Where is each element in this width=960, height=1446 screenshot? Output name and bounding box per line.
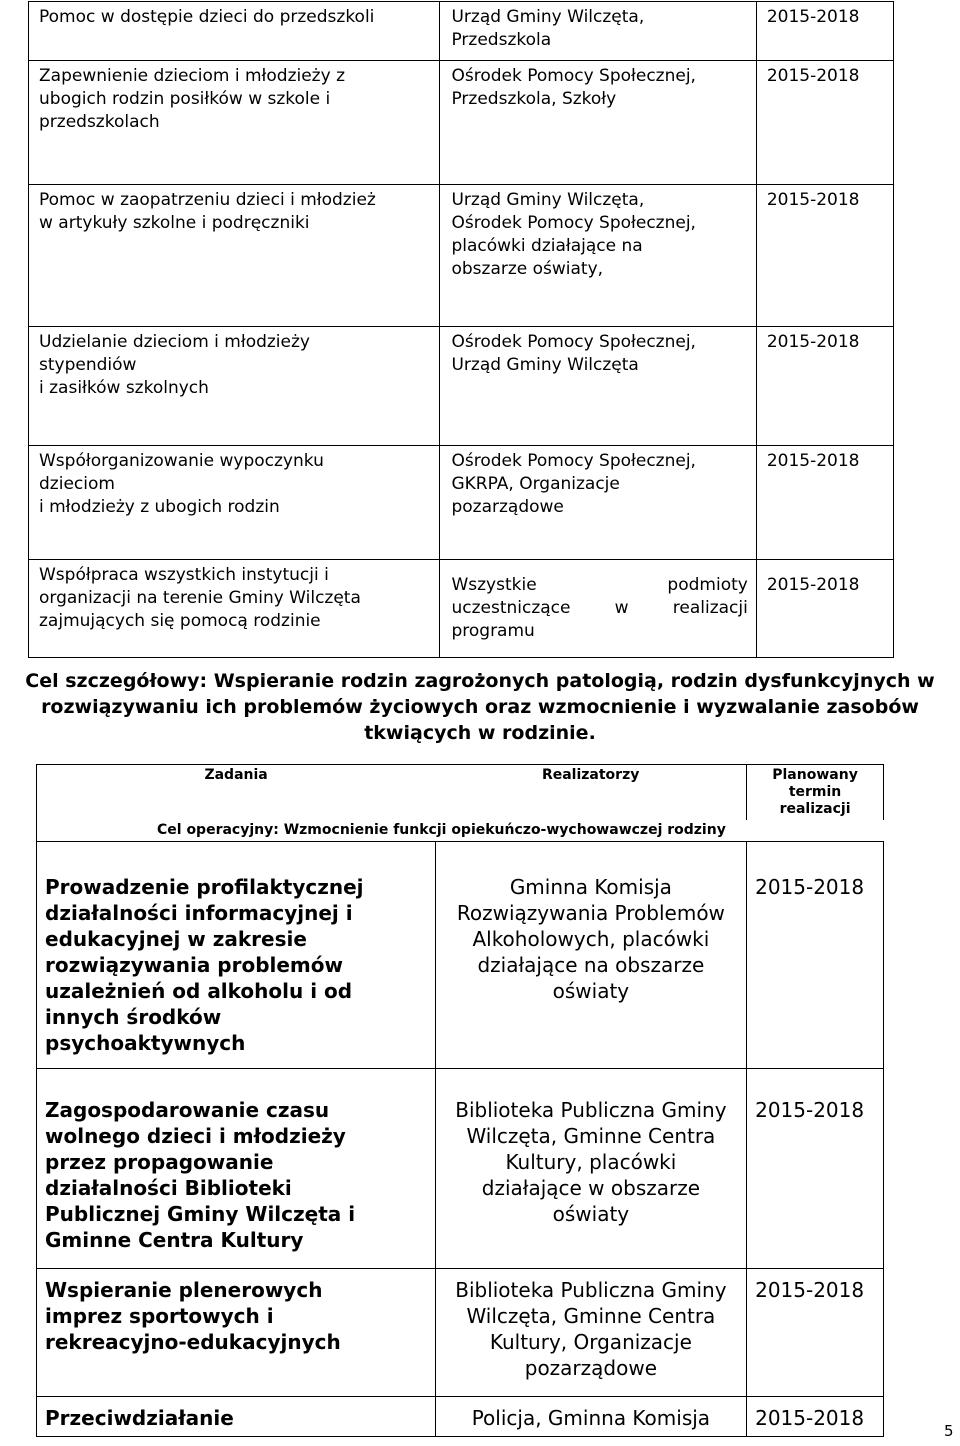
table-row (37, 842, 884, 1069)
table-row (37, 1397, 884, 1437)
task-cell: Współorganizowanie wypoczynku dzieciom i młodzieży z ubogich rodzin (29, 446, 440, 560)
task-cell: Zagospodarowanie czasu wolnego dzieci i młodzieży przez propagowanie działalności Biblioteki Publicznej Gminy Wilczęta i Gminne Centra Kultury (37, 1069, 436, 1269)
task-cell: Współpraca wszystkich instytucji i organizacji na terenie Gminy Wilczęta zajmujących się pomocą rodzinie (29, 560, 440, 658)
implementers-line (451, 574, 747, 597)
term-cell: 2015-2018 (747, 1269, 884, 1397)
term-cell: 2015-2018 (756, 446, 893, 560)
task-cell: Zapewnienie dzieciom i młodzieży z ubogich rodzin posiłków w szkole i przedszkolach (29, 61, 440, 185)
implementers-cell: Ośrodek Pomocy Społecznej, Urząd Gminy Wilczęta (440, 327, 756, 446)
header-row (37, 765, 884, 821)
task-cell: Pomoc w zaopatrzeniu dzieci i młodzież w artykuły szkolne i podręczniki (29, 185, 440, 327)
table-row (29, 327, 894, 446)
implementation-table-top (28, 1, 894, 658)
implementers-cell: Urząd Gminy Wilczęta, Ośrodek Pomocy Społecznej, placówki działające na obszarze oświaty, (440, 185, 756, 327)
word: Wszystkie (451, 575, 537, 595)
section-heading: Cel szczegółowy: Wspieranie rodzin zagrożonych patologią, rodzin dysfunkcyjnych w rozwiązywaniu ich problemów życiowych oraz wzmocnienie i wyzwalanie zasobów tkwiących w rodzinie. (25, 670, 935, 744)
term-cell: 2015-2018 (756, 327, 893, 446)
table-row (37, 1069, 884, 1269)
table-row (29, 61, 894, 185)
table-row (29, 185, 894, 327)
task-cell: Prowadzenie profilaktycznej działalności informacyjnej i edukacyjnej w zakresie rozwiązywania problemów uzależnień od alkoholu i od innych środków psychoaktywnych (37, 842, 436, 1069)
table-row (29, 2, 894, 61)
implementers-cell: Urząd Gminy Wilczęta, Przedszkola (440, 2, 756, 61)
task-cell: Pomoc w dostępie dzieci do przedszkoli (29, 2, 440, 61)
page-number: 5 (944, 1422, 954, 1440)
implementers-cell (440, 560, 756, 658)
term-cell: 2015-2018 (756, 185, 893, 327)
implementers-cell: Biblioteka Publiczna Gminy Wilczęta, Gminne Centra Kultury, Organizacje pozarządowe (435, 1269, 746, 1397)
term-cell: 2015-2018 (747, 1069, 884, 1269)
term-cell: 2015-2018 (747, 842, 884, 1069)
word: w (614, 598, 629, 618)
implementers-cell: Policja, Gminna Komisja (435, 1397, 746, 1437)
task-cell: Wspieranie plenerowych imprez sportowych i rekreacyjno-edukacyjnych (37, 1269, 436, 1397)
implementers-cell: Ośrodek Pomocy Społecznej, Przedszkola, Szkoły (440, 61, 756, 185)
word: podmioty (667, 575, 748, 595)
header-implementers: Realizatorzy (435, 765, 746, 821)
term-cell: 2015-2018 (756, 61, 893, 185)
implementers-line (451, 597, 747, 620)
header-tasks: Zadania (37, 765, 436, 821)
header-term: Planowany termin realizacji (747, 765, 884, 821)
term-cell: 2015-2018 (747, 1397, 884, 1437)
term-cell: 2015-2018 (756, 2, 893, 61)
implementers-cell: Ośrodek Pomocy Społecznej, GKRPA, Organizacje pozarządowe (440, 446, 756, 560)
task-cell: Udzielanie dzieciom i młodzieży stypendiów i zasiłków szkolnych (29, 327, 440, 446)
implementers-line: programu (451, 621, 535, 641)
implementers-cell: Gminna Komisja Rozwiązywania Problemów Alkoholowych, placówki działające na obszarze oświaty (435, 842, 746, 1069)
table-row (29, 560, 894, 658)
implementation-table-bottom (36, 764, 884, 1437)
table-row (29, 446, 894, 560)
operational-goal-row (37, 820, 884, 842)
term-cell: 2015-2018 (756, 560, 893, 658)
word: realizacji (672, 598, 748, 618)
operational-goal: Cel operacyjny: Wzmocnienie funkcji opiekuńczo-wychowawczej rodziny (37, 820, 884, 842)
table-row (37, 1269, 884, 1397)
implementers-cell: Biblioteka Publiczna Gminy Wilczęta, Gminne Centra Kultury, placówki działające w obszarze oświaty (435, 1069, 746, 1269)
word: uczestniczące (451, 598, 571, 618)
task-cell: Przeciwdziałanie (37, 1397, 436, 1437)
